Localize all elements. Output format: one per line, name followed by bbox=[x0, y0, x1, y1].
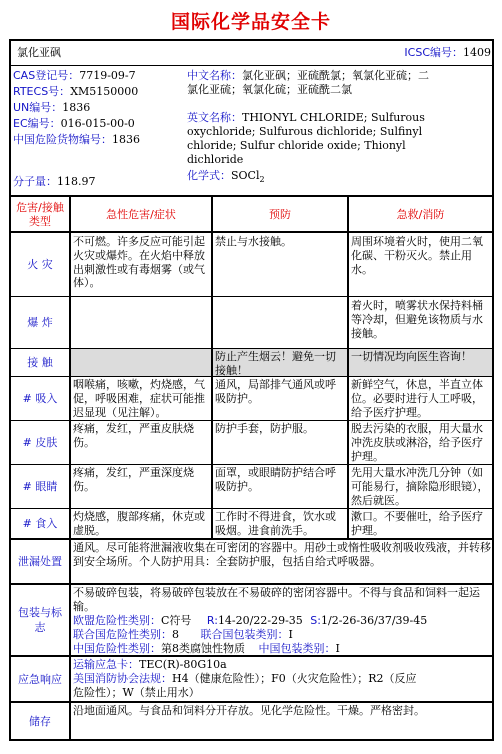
packaging-label-text: 包装与标志 bbox=[18, 606, 62, 634]
row-label-fire bbox=[11, 233, 69, 296]
packaging-block bbox=[73, 586, 491, 655]
col-header-symptoms bbox=[71, 198, 211, 231]
safety-card bbox=[9, 39, 494, 741]
un-class-value: 8 bbox=[172, 627, 179, 641]
divider bbox=[11, 65, 492, 66]
explosion-first-aid: 着火时，喷雾状水保持料桶等冷却，但避免该物质与水接触。 bbox=[351, 299, 483, 340]
un-pack-label: 联合国包装类别： bbox=[200, 627, 289, 641]
divider bbox=[11, 296, 492, 297]
col-header-prevention-text: 预防 bbox=[269, 207, 291, 221]
en-name-value-2: oxychloride; Sulfurous dichloride; Sulfinyl bbox=[187, 125, 423, 138]
divider bbox=[11, 231, 492, 233]
vertical-divider bbox=[211, 197, 213, 540]
rtecs-value: XM5150000 bbox=[70, 85, 139, 98]
contact-symptoms bbox=[73, 350, 210, 376]
eu-class-label: 欧盟危险性类别： bbox=[73, 613, 161, 627]
card-title: 国际化学品安全卡 bbox=[170, 11, 331, 33]
r-phrase-label: R: bbox=[206, 613, 218, 627]
eyes-first-aid: 先用大量水冲洗几分钟（如可能易行，摘除隐形眼镜），然后就医。 bbox=[351, 466, 489, 507]
row-label-ingestion-text: # 食入 bbox=[22, 517, 58, 530]
nfpa-value-2: 危险性）；W（禁止用水） bbox=[73, 686, 200, 699]
cas-label: CAS登记号： bbox=[13, 69, 80, 82]
row-label-skin-text: # 皮肤 bbox=[22, 436, 58, 449]
rtecs-label: RTECS号： bbox=[13, 85, 71, 98]
divider bbox=[11, 583, 492, 585]
en-name-label: 英文名称： bbox=[187, 111, 242, 124]
inhalation-prevention: 通风，局部排气通风或呼吸防护。 bbox=[215, 378, 336, 405]
emergency-label-text: 应急响应 bbox=[18, 672, 62, 686]
en-name-value-3: chloride; Sulfur chloride oxide; Thionyl bbox=[187, 139, 406, 152]
skin-prevention: 防护手套，防护服。 bbox=[215, 422, 314, 435]
emergency-block bbox=[73, 658, 491, 701]
divider bbox=[11, 508, 492, 509]
eyes-symptoms: 疼痛，发红，严重深度烧伤。 bbox=[73, 466, 194, 493]
icsc-label: ICSC编号： bbox=[404, 46, 463, 59]
ingestion-first-aid: 漱口。不要催吐，给予医疗护理。 bbox=[351, 510, 483, 537]
mw-value: 118.97 bbox=[57, 175, 96, 188]
fire-prevention: 禁止与水接触。 bbox=[215, 235, 292, 248]
row-label-inhalation bbox=[11, 377, 69, 420]
vertical-divider bbox=[69, 197, 71, 540]
icsc-number bbox=[341, 46, 491, 62]
icsc-value: 1409 bbox=[463, 46, 491, 59]
transport-card-label: 运输应急卡： bbox=[73, 658, 139, 671]
vertical-divider bbox=[69, 540, 71, 739]
zh-name-value-1: 氯化亚砜；亚硫酰氯；氧氯化亚硫；二 bbox=[242, 69, 429, 82]
packaging-line1: 不易破碎包装，将易破碎包装放在不易破碎的密闭容器中。不得与食品和饲料一起运输。 bbox=[73, 586, 480, 613]
col-header-first-aid bbox=[349, 198, 492, 231]
inhalation-symptoms: 咽喉痛，咳嗽，灼烧感，气促，呼吸困难，症状可能推迟显现（见注解）。 bbox=[73, 378, 205, 419]
row-label-explosion bbox=[11, 297, 69, 348]
un-label: UN编号： bbox=[13, 101, 63, 114]
storage-text: 沿地面通风。与食品和饲料分开存放。见化学危险性。干燥。严格密封。 bbox=[73, 704, 425, 717]
emergency-label bbox=[11, 657, 69, 701]
s-phrase-label: S: bbox=[310, 613, 321, 627]
names-block bbox=[187, 69, 491, 199]
packaging-label bbox=[11, 585, 69, 655]
row-label-eyes bbox=[11, 465, 69, 508]
divider bbox=[11, 376, 492, 377]
row-label-eyes-text: # 眼睛 bbox=[22, 480, 58, 493]
ec-label: EC编号： bbox=[13, 117, 61, 130]
row-label-explosion-text: 爆 炸 bbox=[27, 316, 53, 329]
divider bbox=[11, 420, 492, 421]
un-value: 1836 bbox=[62, 101, 91, 114]
row-label-inhalation-text: # 吸入 bbox=[22, 392, 58, 405]
divider bbox=[11, 538, 492, 540]
row-label-contact-text: 接 触 bbox=[27, 356, 53, 369]
col-header-symptoms-text: 急性危害/症状 bbox=[106, 207, 176, 221]
skin-symptoms: 疼痛，发红，严重皮肤烧伤。 bbox=[73, 422, 194, 449]
cn-dangerous-goods-label: 中国危险货物编号： bbox=[13, 133, 112, 146]
formula-label: 化学式： bbox=[187, 169, 231, 182]
inhalation-first-aid: 新鲜空气，休息，半直立体位。必要时进行人工呼吸，给予医疗护理。 bbox=[351, 378, 483, 419]
s-phrase-value: 1/2-26-36/37/39-45 bbox=[320, 613, 428, 627]
eu-class-symbol: C符号 bbox=[161, 613, 192, 627]
nfpa-label: 美国消防协会法规： bbox=[73, 672, 172, 685]
un-pack-value: I bbox=[288, 627, 293, 641]
row-label-skin bbox=[11, 421, 69, 464]
divider bbox=[11, 195, 492, 197]
vertical-divider bbox=[347, 197, 349, 540]
row-label-fire-text: 火 灾 bbox=[27, 258, 53, 271]
cn-dangerous-goods-value: 1836 bbox=[112, 133, 140, 146]
ingestion-prevention: 工作时不得进食，饮水或吸烟。进食前洗手。 bbox=[215, 510, 336, 537]
explosion-prevention bbox=[215, 299, 346, 347]
spill-label bbox=[11, 540, 69, 583]
cn-class-value: 第8类腐蚀性物质 bbox=[161, 641, 245, 655]
col-header-type bbox=[11, 198, 69, 231]
fire-symptoms: 不可燃。许多反应可能引起火灾或爆炸。在火焰中释放出刺激性或有毒烟雾（或气体）。 bbox=[73, 235, 205, 290]
explosion-symptoms bbox=[73, 299, 210, 347]
zh-name-label: 中文名称： bbox=[187, 69, 242, 82]
row-label-ingestion bbox=[11, 509, 69, 538]
r-phrase-value: 14-20/22-29-35 bbox=[217, 613, 303, 627]
ec-value: 016-015-00-0 bbox=[60, 117, 135, 130]
en-name-value-4: dichloride bbox=[187, 153, 244, 166]
spill-label-text: 泄漏处置 bbox=[18, 555, 62, 568]
contact-first-aid: 一切情况均向医生咨询！ bbox=[351, 350, 472, 363]
divider bbox=[11, 701, 492, 703]
skin-first-aid: 脱去污染的衣服，用大量水冲洗皮肤或淋浴，给予医疗护理。 bbox=[351, 422, 483, 463]
nfpa-value-1: H4（健康危险性）；F0（火灾危险性）；R2（反应 bbox=[172, 672, 417, 685]
en-name-value-1: THIONYL CHLORIDE; Sulfurous bbox=[242, 111, 425, 124]
col-header-prevention bbox=[213, 198, 347, 231]
molecular-weight bbox=[13, 175, 185, 191]
col-header-first-aid-text: 急救/消防 bbox=[396, 207, 445, 221]
storage-label-text: 储存 bbox=[29, 714, 51, 728]
contact-prevention: 防止产生烟云！避免一切接触！ bbox=[215, 350, 336, 376]
formula-subscript: 2 bbox=[259, 175, 265, 185]
cn-class-label: 中国危险性类别： bbox=[73, 641, 161, 655]
substance-name bbox=[17, 46, 317, 62]
ingestion-symptoms: 灼烧感，腹部疼痛，休克或虚脱。 bbox=[73, 510, 205, 537]
cn-pack-value: I bbox=[335, 641, 340, 655]
spill-text: 通风。尽可能将泄漏液收集在可密闭的容器中。用砂土或惰性吸收剂吸收残液，并转移到安全场所。个人防护用具：全套防护服，包括自给式呼吸器。 bbox=[73, 541, 491, 568]
cn-pack-label: 中国包装类别： bbox=[258, 641, 336, 655]
zh-name-value-2: 氯化亚硫；氧氯化硫；亚硫酰二氯 bbox=[187, 83, 352, 96]
un-class-label: 联合国危险性类别： bbox=[73, 627, 172, 641]
divider bbox=[11, 464, 492, 465]
cas-value: 7719-09-7 bbox=[79, 69, 136, 82]
eyes-prevention: 面罩，或眼睛防护结合呼吸防护。 bbox=[215, 466, 336, 493]
formula-value: SOCl bbox=[231, 169, 260, 182]
divider bbox=[11, 655, 492, 657]
substance-name-text: 氯化亚砜 bbox=[17, 46, 61, 59]
col-header-type-text: 危害/接触类型 bbox=[16, 200, 64, 228]
fire-first-aid: 周围环境着火时，使用二氧化碳、干粉灭火。禁止用水。 bbox=[351, 235, 483, 276]
mw-label: 分子量： bbox=[13, 175, 57, 188]
row-label-contact bbox=[11, 349, 69, 376]
storage-label bbox=[11, 703, 69, 739]
transport-card-value: TEC(R)-80G10a bbox=[139, 658, 227, 671]
